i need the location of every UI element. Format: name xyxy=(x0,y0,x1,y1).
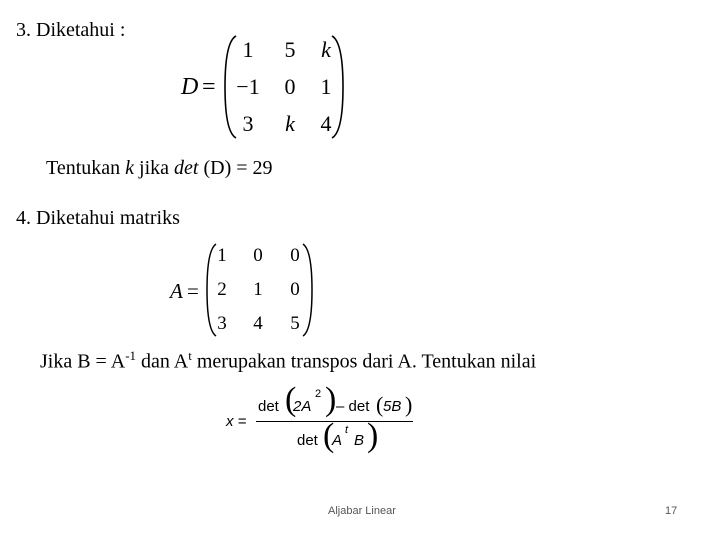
numerator-minus-det: – det xyxy=(336,398,370,415)
matrix-d-equals: = xyxy=(202,74,216,100)
matrix-a-cell: 4 xyxy=(253,313,263,334)
matrix-a-cell: 3 xyxy=(217,313,227,334)
matrix-a-cell: 1 xyxy=(217,245,227,266)
statement-text: Jika B = A xyxy=(40,350,126,373)
numerator-5b: 5B xyxy=(383,398,402,415)
numerator-right-paren: ) xyxy=(325,381,337,418)
matrix-a-right-bracket xyxy=(301,242,315,338)
transpose-superscript: t xyxy=(188,348,192,363)
matrix-d-cell: −1 xyxy=(236,74,260,99)
task-text: jika xyxy=(134,157,175,179)
matrix-d-symbol: D xyxy=(181,74,199,100)
numerator-det: det xyxy=(258,398,279,415)
matrix-d-cell: 4 xyxy=(320,111,332,136)
footer-course: Aljabar Linear xyxy=(328,505,396,517)
matrix-a-cell: 2 xyxy=(217,279,227,300)
problem-3-task xyxy=(46,156,273,180)
matrix-d-cell: k xyxy=(285,111,295,136)
numerator-5b-right-paren: ) xyxy=(405,392,413,417)
matrix-d-cell: 0 xyxy=(284,74,296,99)
problem-3-heading: 3. Diketahui : xyxy=(16,19,126,41)
numerator-square: 2 xyxy=(315,388,322,400)
denominator-transpose: t xyxy=(345,424,349,436)
task-variable-k: k xyxy=(125,157,135,179)
matrix-a-cell: 5 xyxy=(290,313,300,334)
task-det: det xyxy=(174,157,199,179)
matrix-d-right-bracket xyxy=(330,34,346,140)
footer-page-number: 17 xyxy=(665,505,678,517)
denominator-a: A xyxy=(332,432,343,449)
denominator-det: det xyxy=(297,432,318,449)
matrix-a-cell: 0 xyxy=(290,279,300,300)
denominator-left-paren: ( xyxy=(323,417,335,454)
matrix-a-cell: 1 xyxy=(253,279,263,300)
matrix-a-cell: 0 xyxy=(290,245,300,266)
numerator-left-paren: ( xyxy=(285,381,297,418)
matrix-d-cell: 1 xyxy=(320,74,332,99)
numerator-2a: 2A xyxy=(293,398,312,415)
denominator-right-paren: ) xyxy=(367,417,379,454)
fraction-bar xyxy=(256,421,413,422)
matrix-d-cell: k xyxy=(321,37,331,62)
task-text: (D) = 29 xyxy=(198,157,273,179)
matrix-a-cell: 0 xyxy=(253,245,263,266)
numerator-5b-left-paren: ( xyxy=(376,392,384,417)
problem-4-statement xyxy=(40,344,536,374)
problem-4-heading: 4. Diketahui matriks xyxy=(16,207,180,229)
matrix-d-cell: 5 xyxy=(284,37,296,62)
matrix-a-equals: = xyxy=(187,279,199,303)
formula-lhs: x = xyxy=(226,413,247,430)
statement-text: dan A xyxy=(136,350,189,373)
denominator-b: B xyxy=(354,432,365,449)
inverse-superscript: -1 xyxy=(125,348,137,363)
statement-text: merupakan transpos dari A. Tentukan nilai xyxy=(191,350,537,373)
matrix-d-cell: 3 xyxy=(242,111,254,136)
task-text: Tentukan xyxy=(46,157,126,179)
matrix-d-cell: 1 xyxy=(242,37,254,62)
matrix-a-symbol: A xyxy=(170,279,183,303)
